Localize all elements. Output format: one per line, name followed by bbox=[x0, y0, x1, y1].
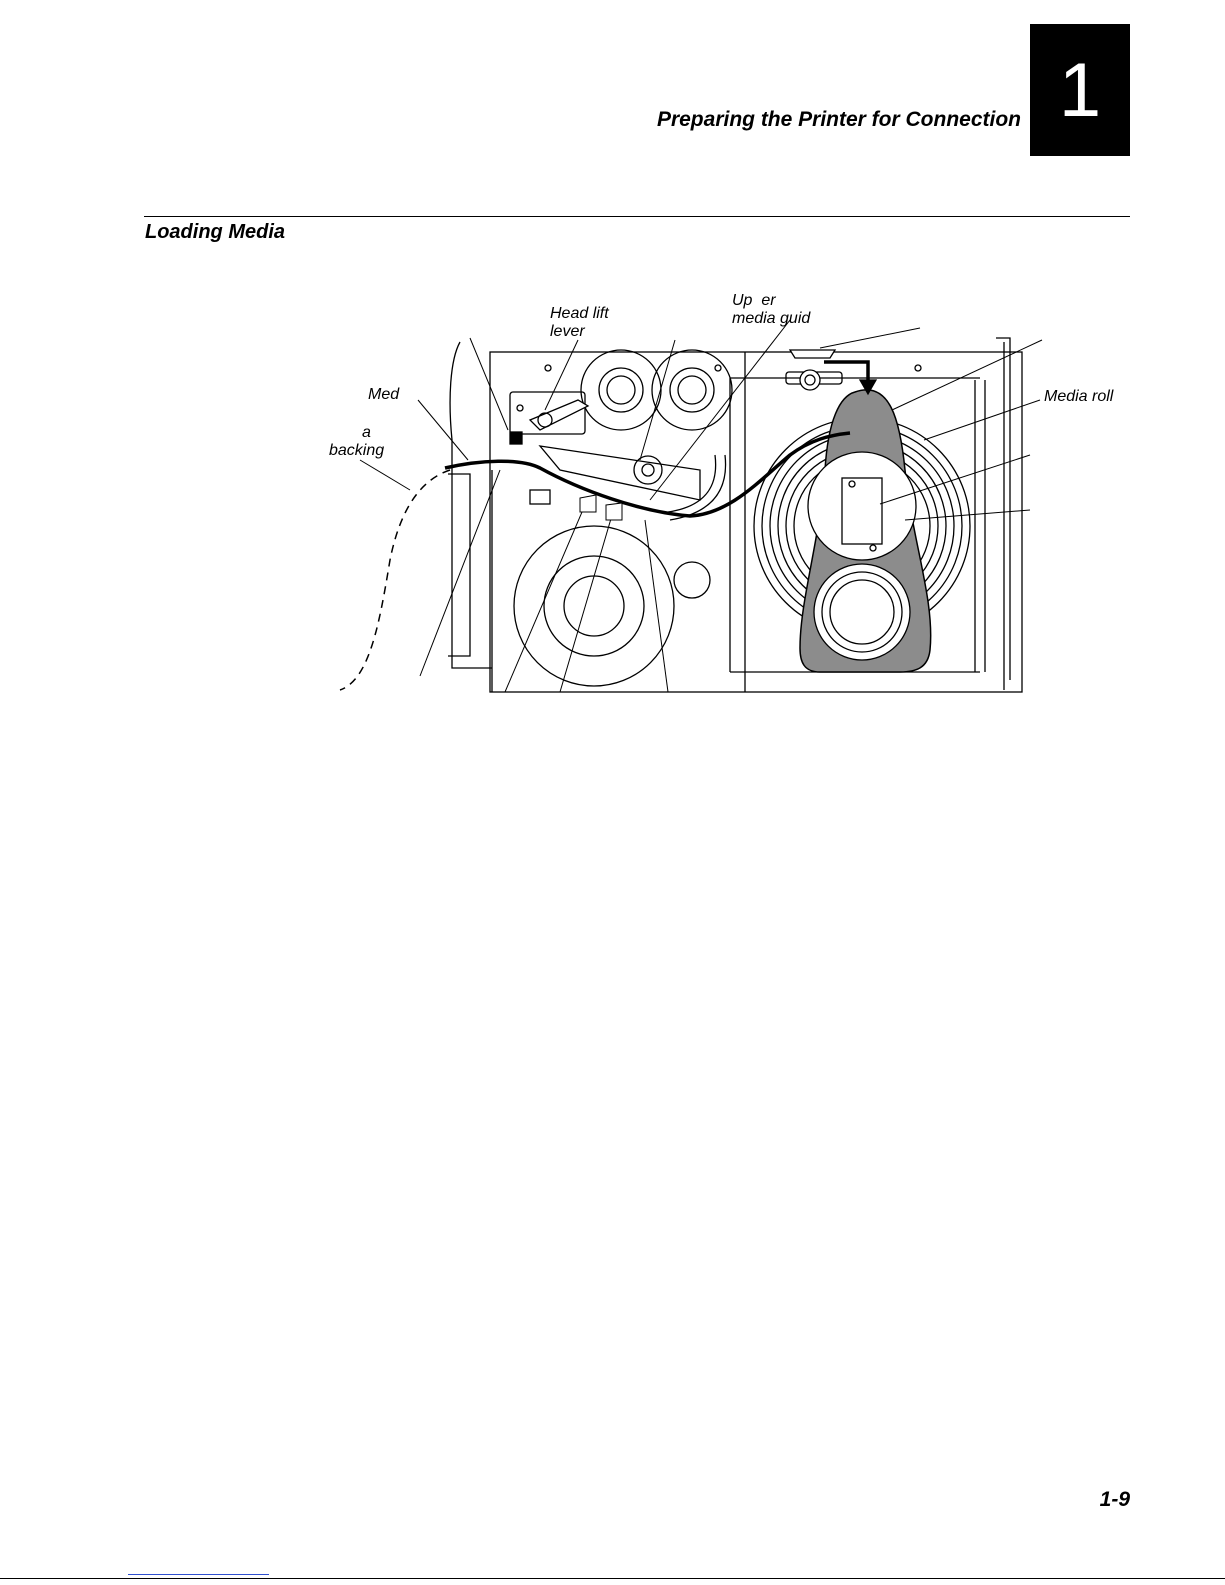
running-header-title: Preparing the Printer for Connection bbox=[656, 108, 1021, 131]
callout-head-lift-lever bbox=[550, 305, 609, 341]
callout-media-backing-line-2: a bbox=[362, 424, 371, 441]
section-title: Loading Media bbox=[145, 221, 285, 243]
callout-media-backing-line-3: backing bbox=[329, 442, 385, 459]
callout-head-lift-lever-line-2: lever bbox=[550, 323, 585, 340]
head-lift-mechanism bbox=[510, 392, 700, 500]
callout-media-backing-line-1: Med bbox=[368, 386, 400, 403]
callout-leaders bbox=[360, 320, 1042, 692]
callout-upper-media-guide-line-1: Up er bbox=[732, 292, 776, 309]
callout-media-roll: Media roll bbox=[1044, 388, 1114, 405]
chapter-number: 1 bbox=[1058, 47, 1102, 133]
callout-upper-media-guide-line-2: media guid bbox=[732, 310, 811, 327]
footer-link-underline bbox=[128, 1574, 269, 1575]
footer-rule bbox=[0, 1578, 1225, 1579]
callout-upper-media-guide bbox=[732, 292, 810, 328]
callout-head-lift-lever-line-1: Head lift bbox=[550, 305, 609, 322]
upper-media-guide-bracket bbox=[786, 350, 876, 394]
media-path bbox=[340, 433, 850, 690]
printer-media-loading-diagram bbox=[0, 0, 1225, 720]
page-number: 1-9 bbox=[1099, 1488, 1130, 1511]
media-retainer-arm bbox=[800, 390, 931, 672]
